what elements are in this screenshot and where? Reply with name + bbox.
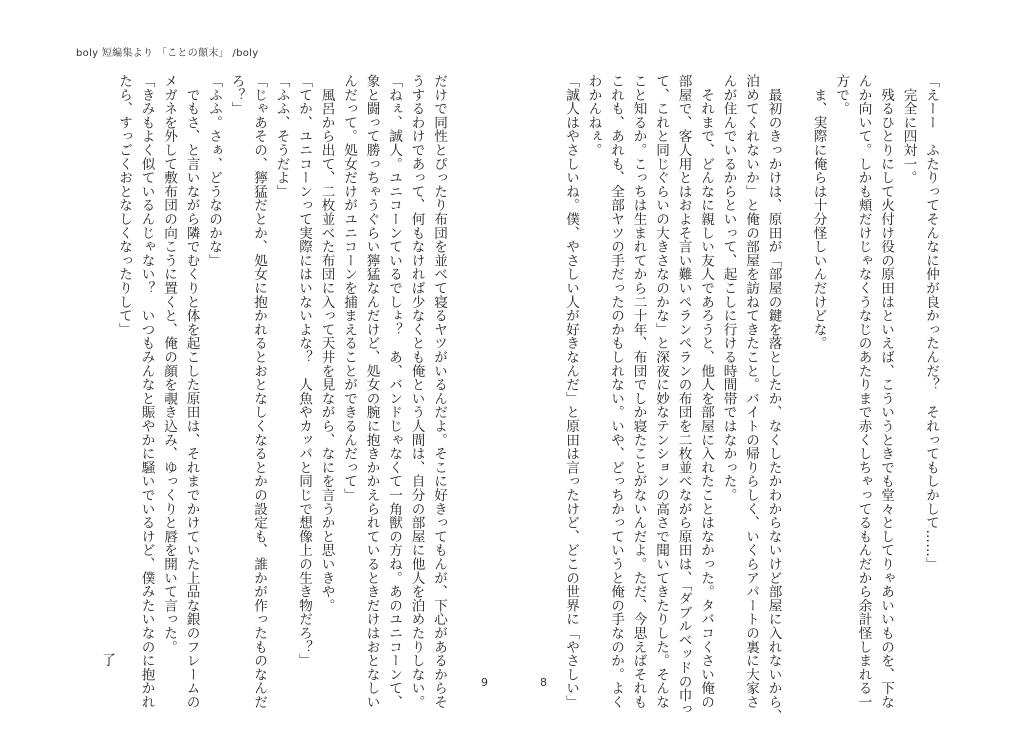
- text-line: 最初のきっかけは、原田が「部屋の鍵を落としたか、なくしたかわからないけど部屋に入れないから、: [765, 74, 782, 723]
- text-line: んか向いて。しかも頬だけじゃなくうなじのあたりまで赤くしちゃってるもんだから余計怪しまれる一: [855, 74, 872, 709]
- text-line: でもさ、と言いながら隣でむくりと体を起こした原田は、それまでかけていた上品な銀のフレームの: [183, 74, 200, 709]
- text-line: 「誠人はやさしいね。僕、やさしい人が好きなんだ」と原田は言ったけど、どこの世界に「やさしい」: [563, 74, 579, 709]
- page-header: boly 短編集より 「ことの顛末」 /boly: [76, 48, 259, 59]
- page-number-right: 8: [540, 676, 547, 689]
- text-line: 「てか、ユニコーンって実際にはいないよな？ 人魚やカッパと同じで想像上の生き物だろ？」: [296, 74, 312, 668]
- text-line: わかんねぇ。: [585, 74, 602, 157]
- text-line: 方で。: [833, 74, 849, 116]
- text-line: 「ねぇ、誠人。ユニコーンているでしょ？ あ、バンドじゃなくて一角獣の方ね。あのユニコーンて、: [386, 74, 402, 709]
- left-page-body: [116, 74, 450, 709]
- page-number-left: 9: [481, 676, 488, 689]
- right-page-body: [563, 74, 942, 723]
- text-line: 「ふふ。さぁ、どうなのかな」: [206, 74, 222, 268]
- text-line: 「きみもよく似ているんじゃない？ いつもみんなと賑やかに騒いでいるけど、僕みたいなのに抱かれ: [138, 74, 155, 709]
- text-line: 残るひとりにして火付け役の原田はといえば、こういうときでも堂々としてりゃあいいものを、下な: [878, 74, 894, 709]
- text-line: それまで、どんなに親しい友人であろうと、他人を部屋に入れたことはなかった。タバコくさい俺の: [698, 74, 714, 709]
- text-line: ろ？」: [228, 74, 245, 116]
- text-line: て、これと同じぐらいの大きさなのかな」と深夜に妙なテンションの高さで聞いてきたりした。そんな: [653, 74, 669, 709]
- text-line: たら、すっごくおとなしくなったりして」: [116, 74, 132, 337]
- text-line: 「ふふ、そうだよ」: [273, 74, 290, 199]
- blank-line: [785, 74, 808, 674]
- text-line: んだって。処女だけがユニコーンを捕まえることができるんだって」: [341, 74, 357, 502]
- text-line: こと知るか。こっちは生まれてから二十年、布団でしか寝たことがないんだよ。ただ、今思えばそれも: [630, 74, 647, 709]
- text-line: 部屋で、客人用とはおよそ言い難いペランペランの布団を二枚並べながら原田は、「ダブルベッドの巾っ: [675, 74, 692, 716]
- text-line: これも、あれも、全部ヤツの手だったのかもしれない。いや、どっちかっていうと俺の手なのか。よく: [608, 74, 624, 709]
- text-line: ま、実際に俺らは十分怪しいんだけどな。: [810, 74, 827, 350]
- text-line: 「えーー ふたりってそんなに仲が良かったんだ？ それってもしかして……」: [923, 74, 939, 571]
- end-mark: 了: [102, 653, 116, 669]
- text-line: メガネを外して敷布団の向こうに置くと、俺の顔を覗き込み、ゆっくりと唇を開いて言った。: [161, 74, 177, 654]
- text-line: 「じゃあその、獰猛だとか、処女に抱かれるとおとなしくなるとかの設定も、誰かが作ったものなんだ: [251, 74, 267, 709]
- text-line: だけで同性とぴったり布団を並べて寝るヤツがいるんだよ。そこに好きってもんが、下心があるからそ: [431, 74, 447, 709]
- text-line: うするわけであって、何もなければ少なくとも俺という人間は、自分の部屋に他人を泊めたりしない。: [408, 74, 425, 709]
- text-line: 風呂から出て、二枚並べた布団に入って天井を見ながら、なにを言うかと思いきや。: [318, 74, 335, 613]
- text-line: んが住んでいるからといって、起こしに行ける時間帯ではなかった。: [720, 74, 737, 502]
- text-line: 完全に四対一。: [900, 74, 917, 185]
- text-line: 泊めてくれないか」と俺の部屋を訪ねてきたこと。バイトの帰りらしく、いくらアパートの裏に大家さ: [743, 74, 759, 709]
- text-line: 象と闘って勝っちゃうぐらい獰猛なんだけど、処女の腕に抱きかかえられているときだけはおとなしい: [363, 74, 380, 709]
